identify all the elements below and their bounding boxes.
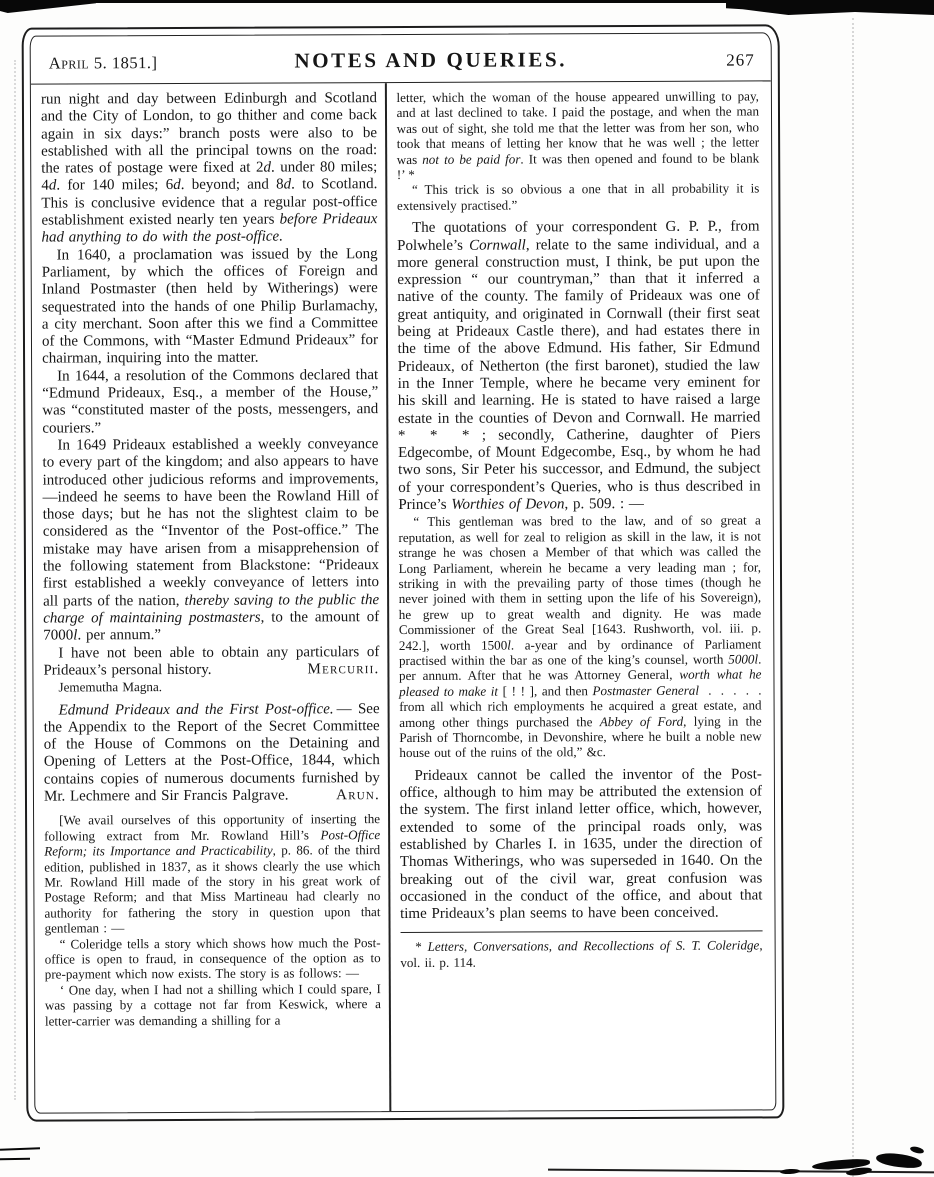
italic-text: Cornwall — [469, 237, 526, 254]
article-paragraph — [42, 246, 379, 369]
body-text: In 1644, a resolution of the Commons declared that “Edmund Prideaux, Esq., a member of the House,” was “constituted master of the posts, messengers, and couriers.” — [42, 366, 379, 437]
article-paragraph — [42, 367, 378, 438]
page-number: 267 — [726, 50, 755, 70]
footnote-rule — [400, 931, 762, 934]
body-text: , p. 86. of the third edition, published in 1837, as it shows clearly the use which Mr. Rowland Hill made of the story in his great work of Postage Reform; and that Miss Martineau had clearly no authority for fathering the story in question upon that gentleman : — — [44, 842, 381, 936]
body-text: . to Scotland. This is conclusive evidence that a regular post-office establishment existed nearly ten years — [41, 176, 378, 229]
scan-artifact-ink-smudge — [909, 1145, 924, 1154]
article-paragraph — [44, 811, 381, 936]
scan-artifact-page-edge-speckle — [852, 18, 856, 1177]
italic-text: not to be paid for — [422, 151, 521, 167]
page-header — [31, 33, 771, 84]
italic-text: l — [73, 627, 78, 644]
body-text: . per annum. After that he was Attorney General, — [399, 651, 762, 684]
body-text: , lying in the Parish of Thorncombe, in Devonshire, where he built a noble new house out of the ruins of the old,” &c. — [399, 713, 762, 761]
body-text: , vol. ii. p. 114. — [400, 937, 763, 970]
correspondent-signature: Arun. — [336, 787, 381, 804]
article-paragraph — [44, 701, 380, 806]
body-text: In 1640, a proclamation was issued by the Long Parliament, by which the offices of Foreign and Inland Postmaster (then held by Witherings) were sequestrated into the hands of one Philip Burlamachy, a city merchant. Soon after this we find a Committee of the Commons, with “Master Edmund Prideaux” for chairman, inquiring into the matter. — [41, 245, 379, 368]
body-text: . per annum.” — [77, 627, 162, 644]
body-text: , p. 509. : — — [564, 495, 644, 513]
body-text: — See the Appendix to the Report of the Secret Committee of the House of Commons on the Detaining and Opening of Letters at the Post-Office, 1844, which contains copies of numerous documents furnished by Mr. Lechmere and Sir Francis Palgrave. — [43, 700, 380, 805]
body-text: Jememutha Magna. — [58, 679, 163, 695]
italic-text: before Prideaux had anything to do with the post-office. — [41, 211, 378, 246]
italic-text: d — [283, 176, 292, 194]
italic-text: 5000l — [728, 651, 759, 667]
body-text: I have not been able to obtain any particulars of Prideaux’s personal history. — [43, 643, 380, 679]
italic-text: Abbey of Ford — [599, 713, 684, 729]
italic-text: Post-Office Reform; its Importance and Practicability — [44, 826, 381, 859]
italic-text: thereby saving to the public the charge of maintaining postmasters — [43, 591, 380, 627]
body-text: The quotations of your correspondent G. P. P., from Polwhele’s — [397, 218, 760, 254]
body-text: “ Coleridge tells a story which shows how much the Post-office is open to fraud, in consequence of the option as to pre-payment which now exists. The story is as follows: — — [44, 934, 381, 982]
body-text: . under 80 miles; 4 — [41, 159, 378, 195]
article-paragraph — [398, 513, 761, 761]
page-title: NOTES AND QUERIES. — [294, 47, 568, 73]
italic-text: Edmund Prideaux and the First Post-office. — [58, 700, 334, 719]
body-text: . for 140 miles; 6 — [56, 177, 174, 194]
italic-text: d — [173, 177, 181, 194]
body-text: ‘ One day, when I had not a shilling which I could spare, I was passing by a cottage not far from Keswick, where a letter-carrier was demanding a shilling for a — [44, 980, 381, 1029]
body-text: [ ! ! ], and then — [498, 682, 593, 699]
article-paragraph — [41, 90, 378, 247]
body-text: In 1649 Prideaux established a weekly conveyance to every part of the kingdom; and also appears to have introduced other judicious reforms and improvements,—indeed he seems to have been the Rowland Hill of those days; but he has not the slightest claim to be considered as the “Inventor of the Post-office.” The mistake may have arisen from a misapprehension of the following statement from Blackstone: “Prideaux first established a weekly conveyance of letters into all parts of the nation, — [42, 436, 380, 610]
article-paragraph — [43, 644, 379, 680]
correspondent-signature: Mercurii. — [307, 660, 380, 678]
article-paragraph — [43, 678, 379, 695]
scan-artifact-gutter-speckle — [14, 60, 18, 1100]
italic-text: Postmaster General — [592, 682, 700, 698]
body-text: . a-year and by ordinance of Parliament practised within the bar as one of the king’s counsel, worth — [398, 635, 762, 668]
right-column — [386, 81, 775, 1111]
page-frame-inner — [30, 32, 777, 1113]
body-text: * — [415, 939, 428, 955]
scan-artifact-top-right-band — [726, 0, 934, 15]
issue-date: April 5. 1851.] — [48, 53, 158, 73]
article-paragraph — [396, 88, 759, 182]
footnote-paragraph — [400, 938, 763, 970]
article-paragraph — [45, 935, 381, 983]
article-paragraph — [45, 981, 381, 1029]
body-text: . . . . . from all which rich employments he acquired a great estate, and among other things purchased the — [399, 682, 762, 730]
italic-text: d — [263, 159, 271, 176]
article-paragraph — [399, 766, 762, 923]
body-text: . It was then opened and found to be blank !’ * — [396, 150, 760, 183]
body-text: [We avail ourselves of this opportunity of inserting the following extract from Mr. Rowland Hill’s — [44, 811, 381, 844]
body-text: , relate to the same individual, and a more general construction must, I think, be put upon the expression “ our countryman,” than that it inferred a native of the county. The family of Prideaux was one of great antiquity, and originated in Cornwall (their first seat being at Prideaux Castle there), and had estates there in the time of the above Edmund. His father, Sir Edmund Prideaux, of Netherton (the first baronet), studied the law in the Inner Temple, where he became very eminent for his skill and learning. He is stated to have raised a large estate in the counties of Devon and Cornwall. He married * * * ; secondly, Catherine, daughter of Piers Edgecombe, of Mount Edgecombe, Esq., by whom he had two sons, Sir Peter his successor, and Edmund, the subject of your correspondent’s Queries, who is thus described in Prince’s — [397, 235, 761, 514]
article-paragraph — [397, 181, 760, 213]
article-paragraph — [42, 436, 379, 645]
left-column — [31, 83, 389, 1113]
scan-artifact-ink-smudge — [780, 1168, 800, 1174]
text-columns — [31, 81, 775, 1112]
body-text: letter, which the woman of the house appeared unwilling to pay, and at last declined to take. I paid the postage, and when the man was out of sight, she told me that the letter was from her son, who took that means of letting her know that he was well ; the letter was — [396, 88, 760, 167]
italic-text: d — [48, 177, 57, 195]
scan-artifact-bottom-left-dash — [0, 1158, 30, 1161]
italic-text: Worthies of Devon — [451, 496, 565, 513]
body-text: Prideaux cannot be called the inventor of the Post-office, although to him may be attributed the extension of the system. The first inland letter office, which, however, extended to some of the principal roads only, was established by Charles I. in 1635, under the direction of Thomas Witherings, who was superseded in 1640. On the breaking out of the civil war, great confusion was occasioned in the conduct of the office, and about that time Prideaux’s plan seems to have been conceived. — [399, 766, 763, 923]
body-text: “ This trick is so obvious a one that in all probability it is extensively practised.” — [396, 180, 760, 213]
body-text: run night and day between Edinburgh and Scotland and the City of London, to go thither and come back again in six days:” branch posts were also to be established with all the principal towns on the road: the rates of postage were fixed at 2 — [40, 90, 378, 177]
article-paragraph — [397, 219, 761, 515]
scan-artifact-bottom-left-dash — [0, 1147, 40, 1150]
scan-artifact-top-left-band — [0, 0, 96, 13]
body-text: , to the amount of 7000 — [43, 609, 380, 644]
scan-artifact-ink-smudge — [875, 1152, 922, 1170]
italic-text: worth what he pleased to make it — [399, 666, 762, 699]
italic-text: Letters, Conversations, and Recollections of S. T. Coleridge — [427, 937, 760, 955]
italic-text: l — [507, 637, 511, 653]
page-frame-outer — [22, 24, 785, 1121]
body-text: “ This gentleman was bred to the law, and of so great a reputation, as well for zeal to religion as skill in the law, it is not strange he was chosen a Member of that which was called the Long Parliament, wherein he became a very leading man ; for, striking in with the prevailing party of those times (though he never joined with them in setting upon the life of his Sovereign), he grew up to great wealth and dignity. He was made Commissioner of the Great Seal [1643. Rushworth, vol. iii. p. 242.], worth 1500 — [398, 512, 762, 653]
body-text: . beyond; and 8 — [180, 177, 284, 194]
scan-artifact-bottom-streak — [548, 1169, 934, 1174]
